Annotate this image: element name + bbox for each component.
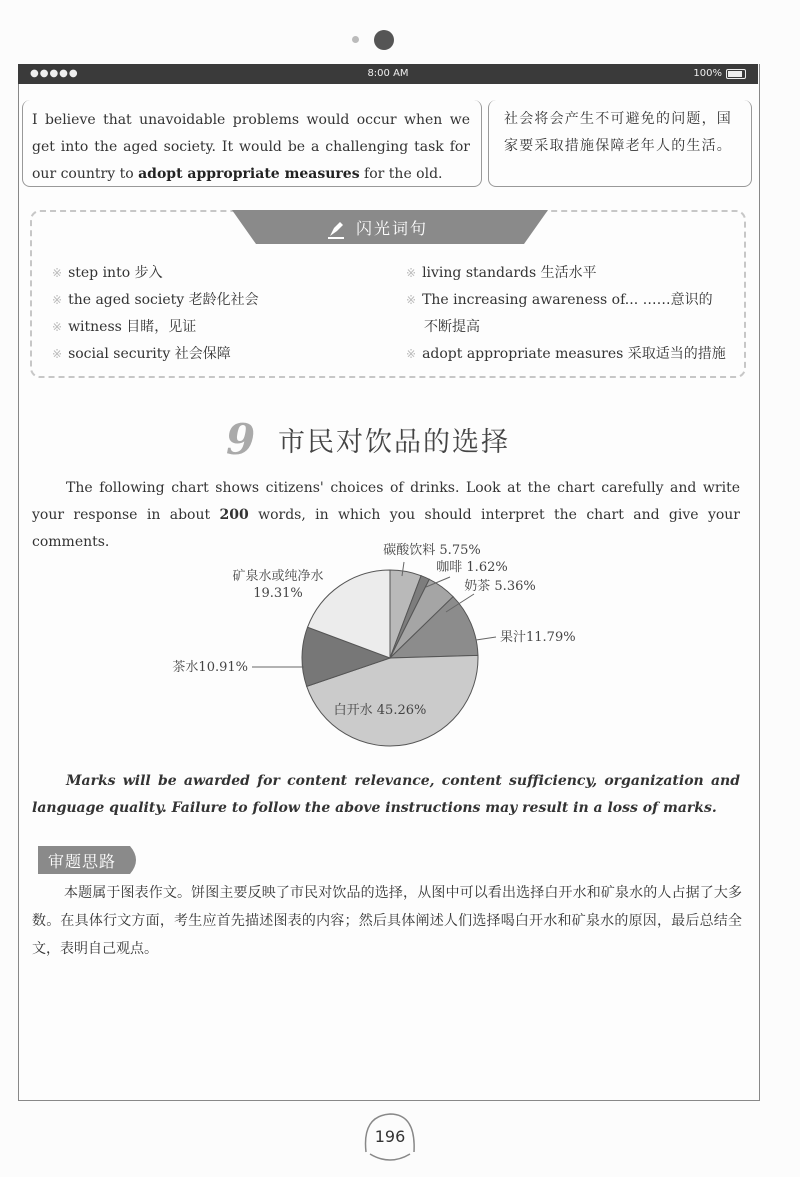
vocab-cn: 目睹，见证 — [126, 319, 197, 335]
pie-label-果汁: 果汁11.79% — [500, 630, 576, 645]
vocab-item — [406, 289, 713, 309]
vocab-cn: 不断提高 — [424, 319, 480, 335]
vocab-cn: 社会保障 — [174, 346, 231, 362]
vocab-item — [52, 343, 231, 363]
battery-icon — [726, 69, 746, 79]
camera-icon — [374, 30, 394, 50]
pie-label-矿泉水或纯净水: 矿泉水或纯净水 — [232, 569, 324, 584]
vocab-item — [406, 262, 597, 282]
drink-choice-pie-chart — [170, 532, 630, 768]
example-bold-phrase: adopt appropriate measures — [138, 166, 360, 182]
pen-icon — [326, 218, 348, 240]
analysis-text: 本题属于图表作文。饼图主要反映了市民对饮品的选择，从图中可以看出选择白开水和矿泉水的人占据了大多数。在具体行文方面，考生应首先描述图表的内容；然后具体阐述人们选择喝白开水和矿泉水的原因，最后总结全文，表明自己观点。 — [32, 885, 742, 957]
bullet-icon: ※ — [52, 293, 63, 307]
section-number: 9 — [226, 415, 256, 464]
bullet-icon: ※ — [406, 293, 417, 307]
bullet-icon: ※ — [52, 320, 63, 334]
vocab-cn: 生活水平 — [540, 265, 597, 281]
pie-label-白开水: 白开水 45.26% — [333, 703, 427, 718]
section-title: 市民对饮品的选择 — [278, 427, 510, 458]
bullet-icon: ※ — [52, 347, 63, 361]
example-text-part: I believe that unavoidable problems would occur when we get into the aged society. It would be a challenging task for our country to — [32, 112, 470, 182]
status-time: 8:00 AM — [367, 68, 409, 79]
vocab-en: the aged society — [68, 292, 185, 308]
chinese-example-text: 社会将会产生不可避免的问题，国家要采取措施保障老年人的生活。 — [504, 111, 732, 154]
bullet-icon: ※ — [406, 266, 417, 280]
english-example-text — [32, 107, 470, 188]
vocab-title: 闪光词句 — [356, 219, 429, 238]
analysis-tag-label: 审题思路 — [48, 852, 117, 871]
page-number: 196 — [374, 1127, 406, 1146]
vocab-item — [424, 316, 480, 336]
prompt-part: The following chart shows citizens' choices of drinks. Look at the chart carefully and write your response in about — [32, 480, 740, 523]
vocab-cn: 步入 — [134, 265, 163, 281]
vocab-en: The increasing awareness of... — [422, 292, 639, 308]
pie-label-茶水: 茶水10.91% — [172, 660, 248, 675]
vocab-cn: ……意识的 — [642, 292, 713, 308]
vocab-item — [52, 289, 259, 309]
prompt-word-count: 200 — [219, 507, 249, 523]
pie-leader-line — [476, 637, 496, 640]
vocab-en: adopt appropriate measures — [422, 346, 624, 362]
pie-label-奶茶: 奶茶 5.36% — [464, 579, 536, 594]
sensor-dot — [352, 36, 359, 43]
signal-indicator: ●●●●● — [30, 68, 79, 79]
prompt-part: words, in which you should interpret the chart and give your comments. — [32, 507, 740, 550]
vocab-cn: 老龄化社会 — [188, 292, 259, 308]
vocab-en: social security — [68, 346, 171, 362]
vocab-item — [52, 262, 163, 282]
vocab-cn: 采取适当的措施 — [627, 346, 726, 362]
bullet-icon: ※ — [52, 266, 63, 280]
marks-instructions: Marks will be awarded for content relevance, content sufficiency, organization and language quality. Failure to follow the above instructions may result in a loss of marks. — [32, 773, 740, 816]
pie-label-矿泉水或纯净水: 19.31% — [253, 586, 303, 601]
vocab-item — [52, 316, 196, 336]
pie-label-碳酸饮料: 碳酸饮料 5.75% — [383, 543, 481, 558]
pie-label-咖啡: 咖啡 1.62% — [436, 560, 508, 575]
status-bar — [18, 64, 758, 84]
example-text-part: for the old. — [359, 166, 443, 182]
vocab-en: living standards — [422, 265, 537, 281]
bullet-icon: ※ — [406, 347, 417, 361]
vocab-en: step into — [68, 265, 131, 281]
vocab-item — [406, 343, 726, 363]
battery-percent: 100% — [693, 68, 722, 79]
vocab-en: witness — [68, 319, 122, 335]
